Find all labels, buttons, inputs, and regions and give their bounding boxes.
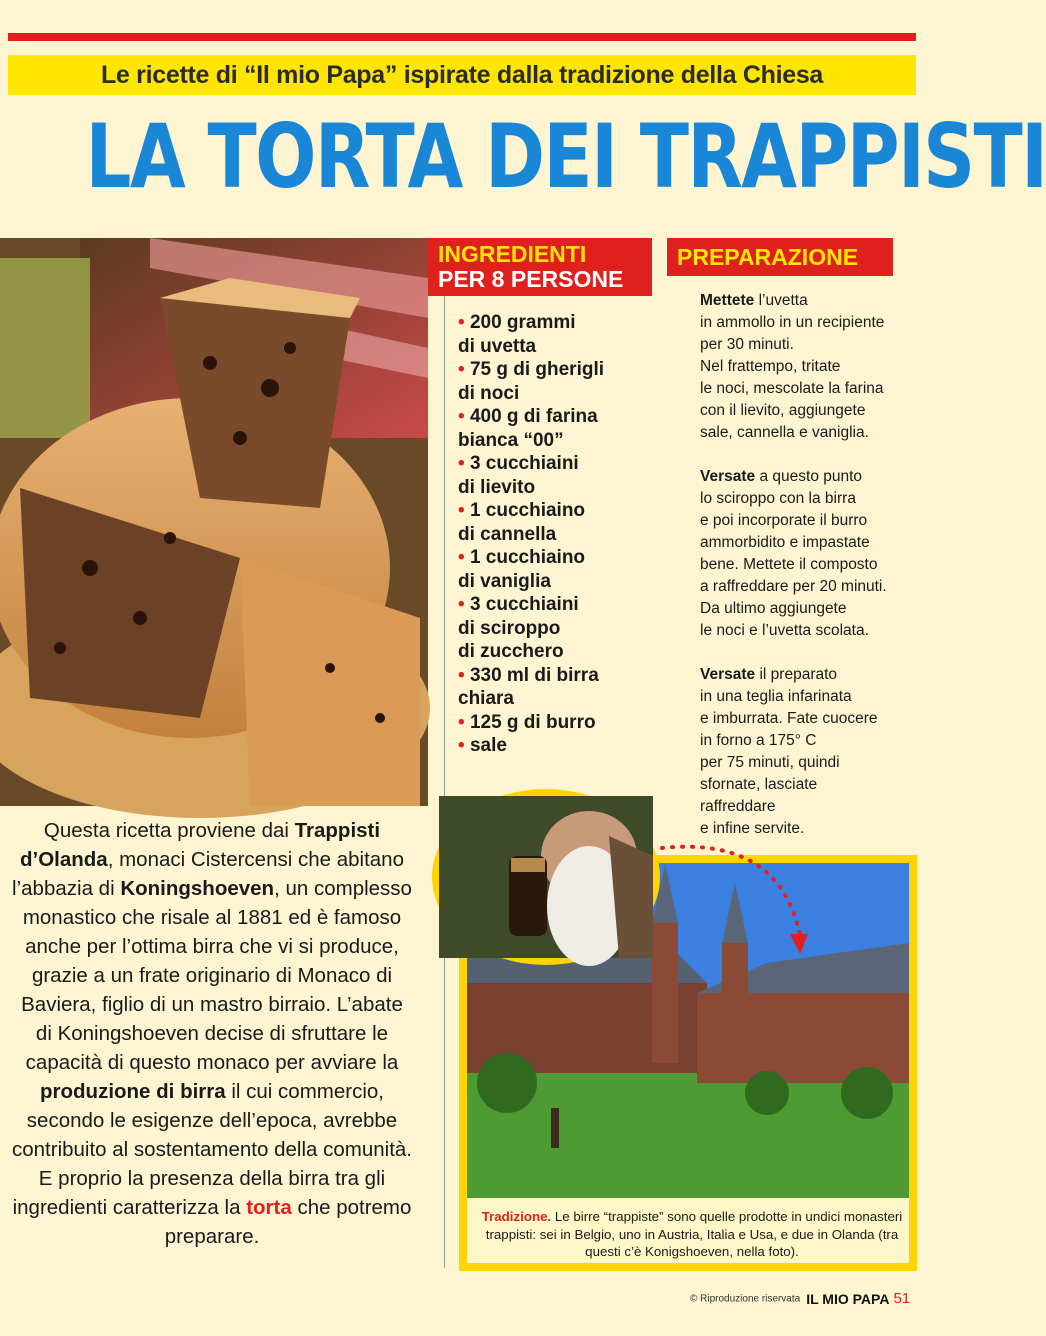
step-line: e poi incorporate il burro [700, 512, 868, 529]
ingredient-text: di cannella [458, 523, 557, 545]
ingredients-list [458, 311, 673, 758]
ingredient-line [458, 311, 673, 335]
ingredient-line [458, 570, 673, 594]
step-line: con il lievito, aggiungete [700, 402, 866, 419]
step-line: e infine servite. [700, 820, 805, 837]
ingredient-line [458, 335, 673, 359]
intro-paragraph [12, 816, 412, 1251]
step-line: raffreddare [700, 798, 776, 815]
step-lead: Versate [700, 666, 756, 683]
ingredient-line [458, 499, 673, 523]
cake-photo [0, 238, 428, 806]
ingredient-text: 400 g di farina [469, 406, 598, 427]
step-line: le noci, mescolate la farina [700, 380, 884, 397]
bullet-icon: • [458, 594, 465, 615]
monk-illustration [439, 796, 653, 958]
step-line: in ammollo in un recipiente [700, 314, 885, 331]
step-line: in una teglia infarinata [700, 688, 852, 705]
ingredient-text: 1 cucchiaino [469, 547, 586, 568]
copyright-note: © Riproduzione riservata [690, 1293, 801, 1305]
step-line: e imburrata. Fate cuocere [700, 710, 878, 727]
story-text: , un complesso monastico che risale al 1881 ed è famoso anche per l’ottima birra che vi si produce, grazie a un frate originario di Monaco di Baviera, figlio di un mastro birraio. L’abate di Koningshoeven decise di sfruttare le capacità di questo monaco per avviare la [21, 877, 412, 1074]
ingredient-line [458, 476, 673, 500]
bullet-icon: • [458, 312, 465, 333]
bullet-icon: • [458, 500, 465, 521]
ingredient-line [458, 358, 673, 382]
column-divider [444, 238, 445, 1268]
ingredient-line [458, 711, 673, 735]
ingredients-heading-line2: PER 8 PERSONE [438, 266, 624, 292]
ingredient-line [458, 429, 673, 453]
story-text: il cui commercio, secondo le esigenze dell’epoca, avrebbe contribuito al sostentamento della comunità. E proprio la presenza della birra tra gli ingredienti caratterizza la [12, 1080, 412, 1219]
ingredient-line [458, 617, 673, 641]
step-line: Da ultimo aggiungete [700, 600, 847, 617]
preparation-step [700, 290, 900, 444]
ingredient-text: di sciroppo [458, 617, 561, 639]
story-text: , monaci Cistercensi che abitano l’abbazia di [12, 848, 404, 900]
ingredients-heading [428, 238, 652, 296]
bullet-icon: • [458, 735, 465, 756]
preparation-step [700, 466, 900, 642]
page-number: 51 [893, 1290, 911, 1308]
step-line: bene. Mettete il composto [700, 556, 878, 573]
ingredient-line [458, 546, 673, 570]
ingredient-line [458, 593, 673, 617]
ingredient-line [458, 664, 673, 688]
step-line: sfornate, lasciate [700, 776, 818, 793]
photo-caption [480, 1208, 904, 1261]
ingredient-line [458, 405, 673, 429]
story-text: Questa ricetta proviene dai [43, 819, 295, 842]
ingredient-text: bianca “00” [458, 429, 564, 451]
page-footer [690, 1290, 918, 1310]
preparation-step [700, 664, 900, 840]
step-line: per 75 minuti, quindi [700, 754, 840, 771]
step-line: il preparato [755, 666, 838, 683]
dotted-arrow-icon [660, 836, 820, 966]
ingredient-line [458, 640, 673, 664]
bullet-icon: • [458, 664, 465, 686]
ingredient-text: sale [469, 735, 507, 756]
ingredient-line [458, 523, 673, 547]
ingredient-text: 3 cucchiaini [469, 594, 579, 615]
step-line: lo sciroppo con la birra [700, 490, 856, 507]
page-title: LA TORTA DEI TRAPPISTI [85, 105, 1046, 208]
step-lead: Mettete [700, 292, 755, 309]
caption-text: Le birre “trappiste” sono quelle prodotte in undici monasteri trappisti: sei in Belgio, uno in Austria, Italia e Usa, e due in Olanda (tra questi c’è Konigshoeven, nella foto). [485, 1209, 903, 1259]
story-bold: produzione di birra [40, 1080, 226, 1103]
step-lead: Versate [700, 468, 756, 485]
step-line: Nel frattempo, tritate [700, 358, 841, 375]
step-line: a questo punto [755, 468, 863, 485]
step-line: per 30 minuti. [700, 336, 794, 353]
ingredient-text: 125 g di burro [469, 711, 596, 733]
bullet-icon: • [458, 359, 465, 380]
ingredient-text: chiara [458, 688, 514, 709]
ingredient-line [458, 452, 673, 476]
caption-lead: Tradizione. [481, 1209, 552, 1224]
monk-photo [432, 789, 660, 965]
ingredient-text: di uvetta [458, 335, 537, 357]
story-bold: Koningshoeven [120, 877, 275, 900]
step-line: ammorbidito e impastate [700, 534, 870, 551]
bullet-icon: • [458, 547, 465, 568]
magazine-name: IL MIO PAPA [806, 1290, 890, 1307]
preparation-text [700, 290, 900, 862]
section-kicker: Le ricette di “Il mio Papa” ispirate dalla tradizione della Chiesa [8, 55, 916, 95]
bullet-icon: • [458, 711, 465, 733]
ingredient-line [458, 687, 673, 711]
preparation-heading: PREPARAZIONE [667, 238, 893, 276]
step-line: l’uvetta [754, 292, 808, 309]
step-line: a raffreddare per 20 minuti. [700, 578, 887, 595]
bullet-icon: • [458, 406, 465, 427]
ingredient-text: di vaniglia [458, 570, 551, 592]
ingredient-text: 3 cucchiaini [469, 453, 579, 474]
ingredients-heading-line1: INGREDIENTI [438, 241, 587, 267]
ingredient-text: 75 g di gherigli [469, 359, 605, 380]
story-text: che potremo preparare. [164, 1196, 412, 1248]
ingredient-text: 200 grammi [469, 312, 576, 333]
bullet-icon: • [458, 453, 465, 474]
step-line: in forno a 175° C [700, 732, 817, 749]
cake-illustration [0, 238, 428, 806]
story-highlight: torta [246, 1196, 292, 1219]
ingredient-text: di noci [458, 382, 520, 404]
story-bold: Trappisti d’Olanda [20, 819, 381, 871]
step-line: le noci e l’uvetta scolata. [700, 622, 869, 639]
ingredient-text: 330 ml di birra [469, 664, 599, 686]
ingredient-text: di zucchero [458, 641, 564, 662]
top-red-rule [8, 33, 916, 41]
ingredient-line [458, 382, 673, 406]
ingredient-text: di lievito [458, 476, 536, 498]
step-line: sale, cannella e vaniglia. [700, 424, 869, 441]
ingredient-text: 1 cucchiaino [469, 500, 586, 521]
ingredient-line [458, 734, 673, 758]
